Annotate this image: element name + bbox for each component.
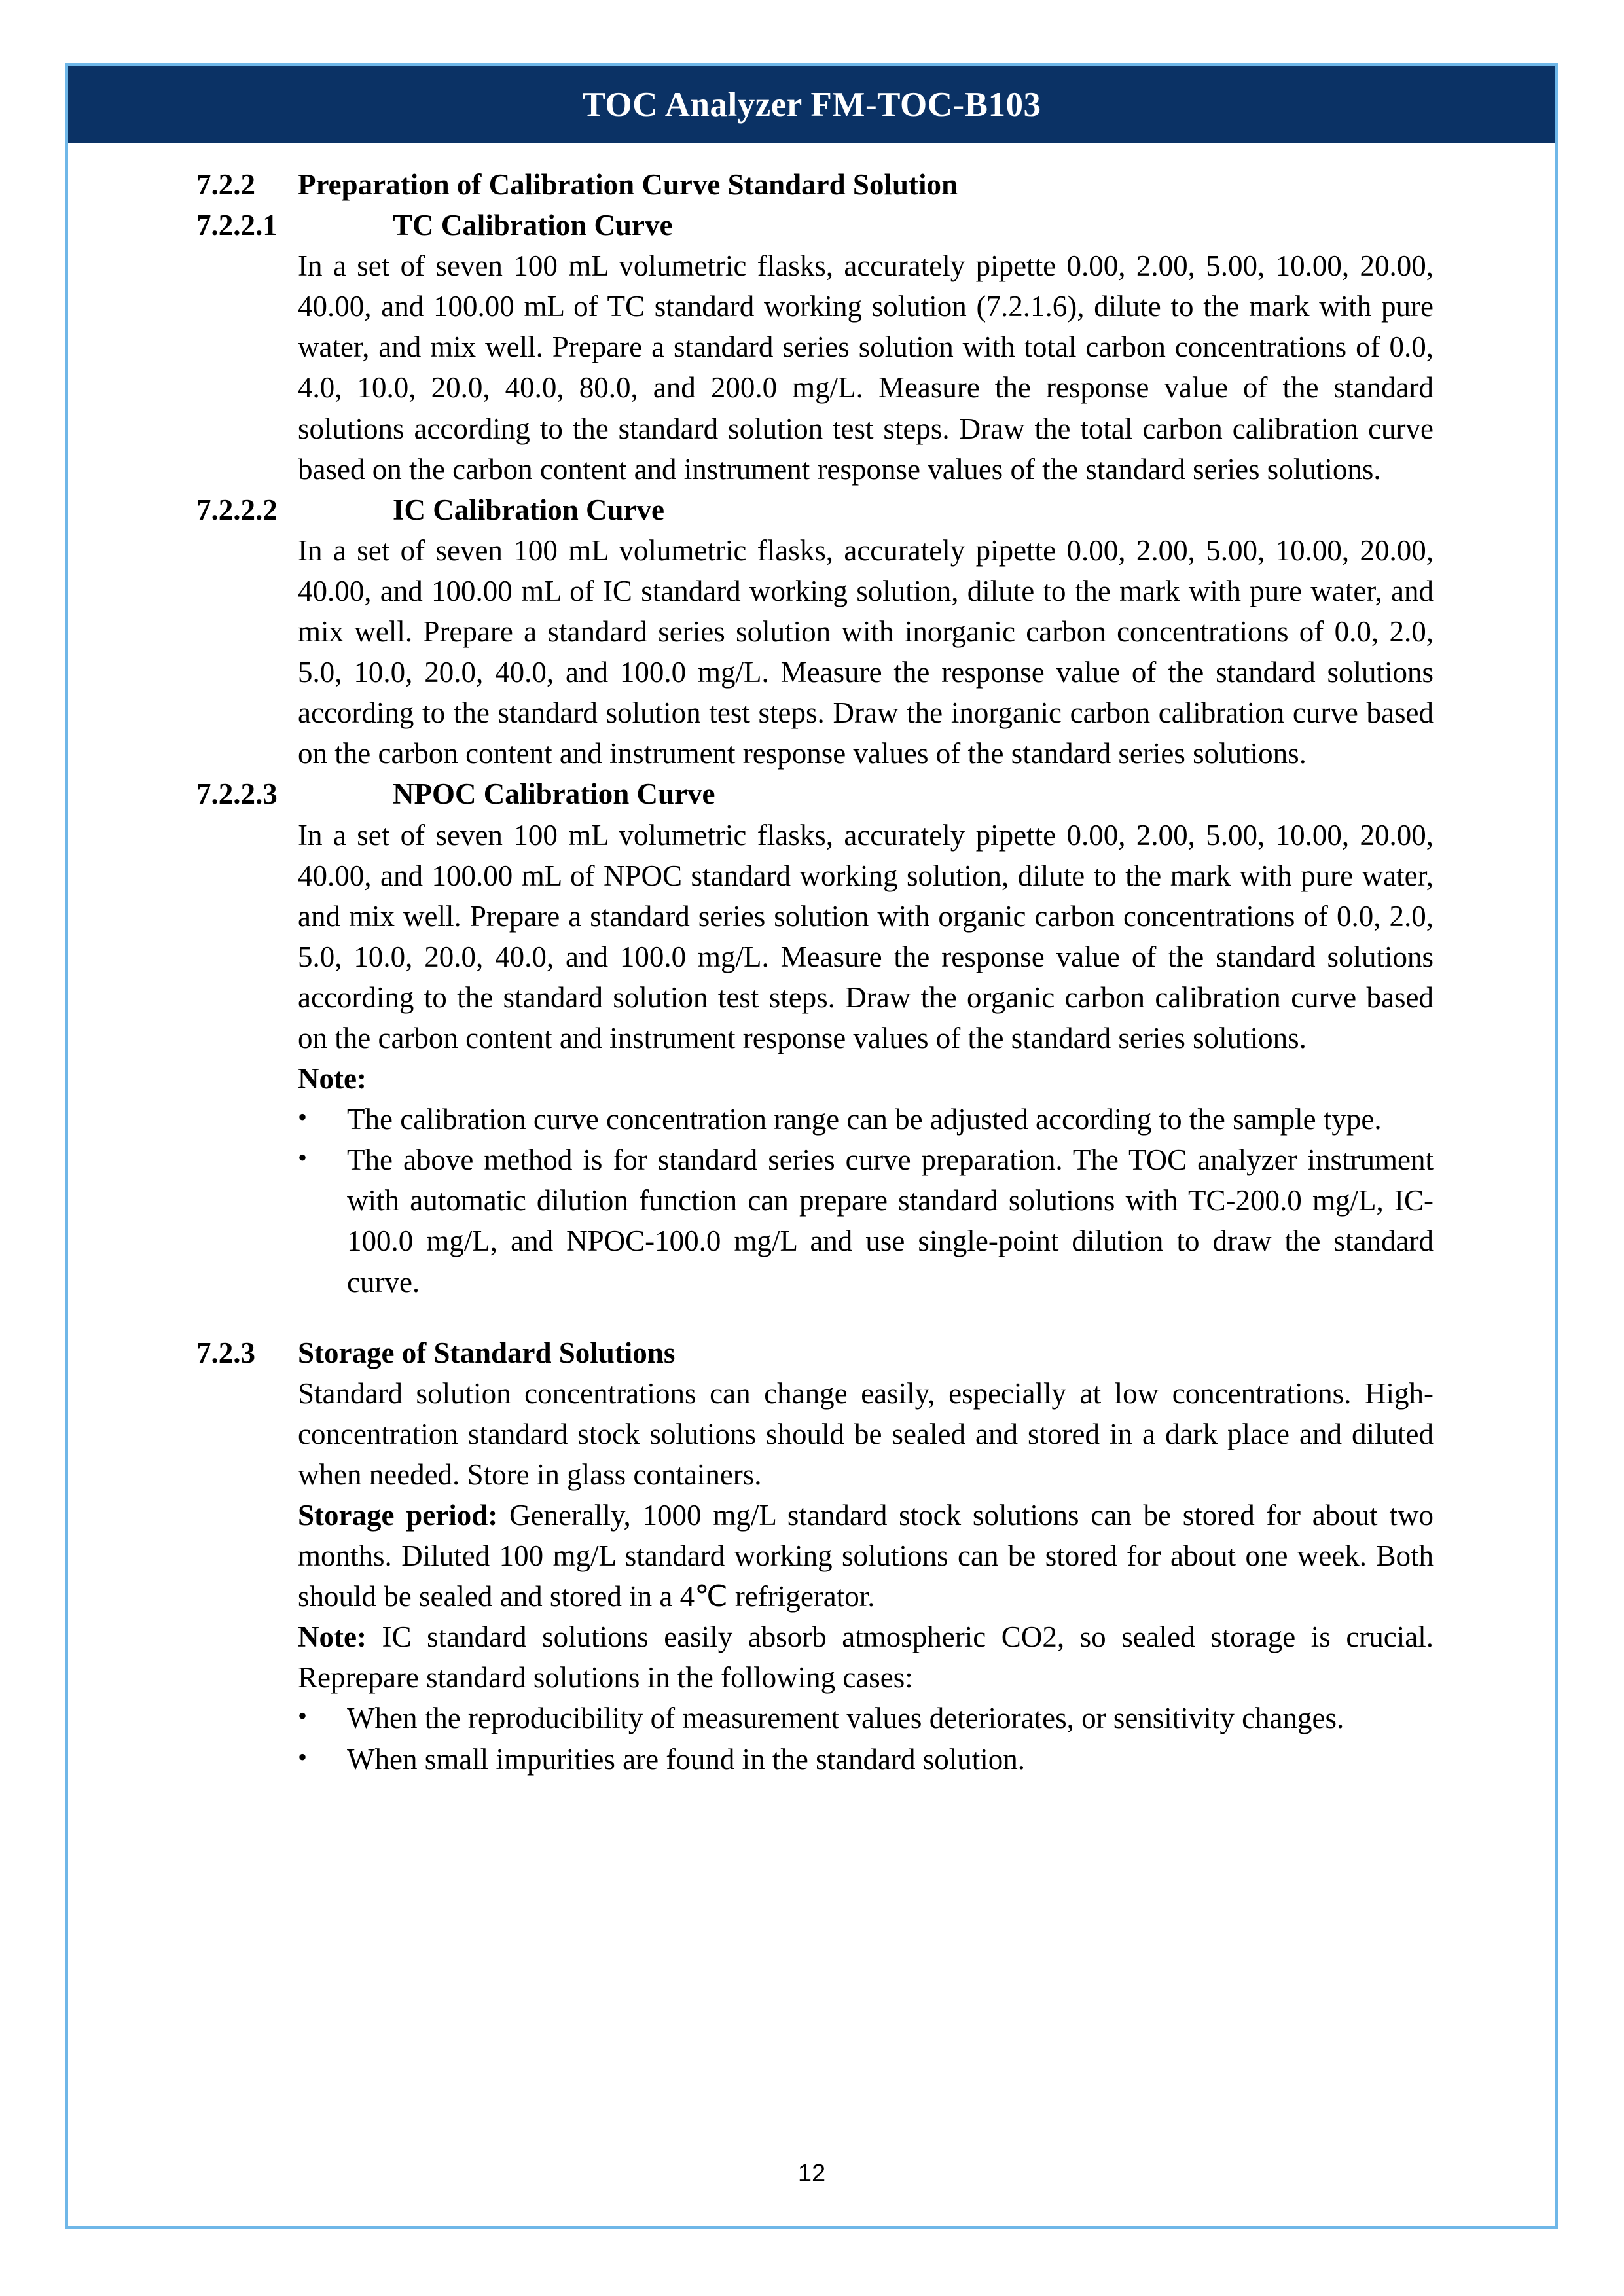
document-body <box>196 164 1434 1780</box>
heading-7-2-2-3 <box>196 774 1434 814</box>
page-number: 12 <box>797 2160 826 2187</box>
heading-7-2-2-1-title: TC Calibration Curve <box>393 209 673 242</box>
note-bullet-list-2 <box>196 1698 1434 1779</box>
heading-7-2-3-number: 7.2.3 <box>196 1336 255 1369</box>
heading-7-2-2-2-title: IC Calibration Curve <box>393 493 664 526</box>
list-item-text: The above method is for standard series curve preparation. The TOC analyzer instrument with automatic dilution function can prepare standard solutions with TC-200.0 mg/L, IC-100.0 mg/L, and NPOC-100.0 mg/L and use single-point dilution to draw the standard curve. <box>347 1143 1434 1299</box>
document-title: TOC Analyzer FM-TOC-B103 <box>582 85 1041 124</box>
heading-7-2-2-2 <box>196 490 1434 530</box>
list-item-text: The calibration curve concentration range can be adjusted according to the sample type. <box>347 1103 1382 1136</box>
note-label-2: Note: <box>298 1621 367 1654</box>
storage-period-label: Storage period: <box>298 1499 498 1532</box>
heading-7-2-2-number: 7.2.2 <box>196 168 255 201</box>
bullet-icon: • <box>298 1701 308 1731</box>
note-text-2: IC standard solutions easily absorb atmospheric CO2, so sealed storage is crucial. Reprepare standard solutions in the following cases: <box>298 1621 1434 1695</box>
document-header-band <box>68 66 1555 143</box>
list-item <box>298 1698 1434 1738</box>
list-item-text: When small impurities are found in the standard solution. <box>347 1742 1026 1776</box>
paragraph-storage-note <box>298 1617 1434 1698</box>
paragraph-storage-intro: Standard solution concentrations can change easily, especially at low concentrations. High-concentration standard stock solutions should be sealed and stored in a dark place and diluted when needed. Store in glass containers. <box>298 1376 1434 1491</box>
heading-7-2-3 <box>196 1333 1434 1373</box>
bullet-icon: • <box>298 1102 308 1132</box>
heading-7-2-2-3-title: NPOC Calibration Curve <box>393 778 715 811</box>
list-item <box>298 1739 1434 1780</box>
paragraph-npoc-calibration-curve: In a set of seven 100 mL volumetric flasks, accurately pipette 0.00, 2.00, 5.00, 10.00, 20.00, 40.00, and 100.00 mL of NPOC standard working solution, dilute to the mark with pure water, and mix well. Prepare a standard series solution with organic carbon concentrations of 0.0, 2.0, 5.0, 10.0, 20.0, 40.0, and 100.0 mg/L. Measure the response value of the standard solutions according to the standard solution test steps. Draw the organic carbon calibration curve based on the carbon content and instrument response values of the standard series solutions. <box>298 818 1434 1054</box>
heading-7-2-2-2-number: 7.2.2.2 <box>196 493 278 526</box>
bullet-icon: • <box>298 1143 308 1173</box>
heading-7-2-2-1-number: 7.2.2.1 <box>196 209 278 242</box>
heading-7-2-2-1 <box>196 205 1434 245</box>
paragraph-storage-period <box>298 1495 1434 1617</box>
storage-period-text: Generally, 1000 mg/L standard stock solutions can be stored for about two months. Diluted 100 mg/L standard working solutions can be stored for about one week. Both should be sealed and stored in a 4℃ refrigerator. <box>298 1499 1434 1613</box>
section-spacer <box>196 1302 1434 1333</box>
paragraph-ic-calibration-curve: In a set of seven 100 mL volumetric flasks, accurately pipette 0.00, 2.00, 5.00, 10.00, 20.00, 40.00, and 100.00 mL of IC standard working solution, dilute to the mark with pure water, and mix well. Prepare a standard series solution with inorganic carbon concentrations of 0.0, 2.0, 5.0, 10.0, 20.0, 40.0, and 100.0 mg/L. Measure the response value of the standard solutions according to the standard solution test steps. Draw the inorganic carbon calibration curve based on the carbon content and instrument response values of the standard series solutions. <box>298 533 1434 770</box>
bullet-icon: • <box>298 1742 308 1772</box>
note-bullet-list-1 <box>196 1099 1434 1302</box>
heading-7-2-2 <box>196 164 1434 205</box>
list-item <box>298 1139 1434 1302</box>
page-frame <box>65 63 1558 2229</box>
page-footer <box>68 2160 1555 2188</box>
note-label-1: Note: <box>298 1062 367 1096</box>
heading-7-2-2-3-number: 7.2.2.3 <box>196 778 278 811</box>
heading-7-2-3-title: Storage of Standard Solutions <box>298 1336 676 1369</box>
heading-7-2-2-title: Preparation of Calibration Curve Standard Solution <box>298 168 958 201</box>
list-item <box>298 1099 1434 1139</box>
paragraph-tc-calibration-curve: In a set of seven 100 mL volumetric flasks, accurately pipette 0.00, 2.00, 5.00, 10.00, 20.00, 40.00, and 100.00 mL of TC standard working solution (7.2.1.6), dilute to the mark with pure water, and mix well. Prepare a standard series solution with total carbon concentrations of 0.0, 4.0, 10.0, 20.0, 40.0, 80.0, and 200.0 mg/L. Measure the response value of the standard solutions according to the standard solution test steps. Draw the total carbon calibration curve based on the carbon content and instrument response values of the standard series solutions. <box>298 249 1434 486</box>
list-item-text: When the reproducibility of measurement values deteriorates, or sensitivity changes. <box>347 1702 1344 1735</box>
